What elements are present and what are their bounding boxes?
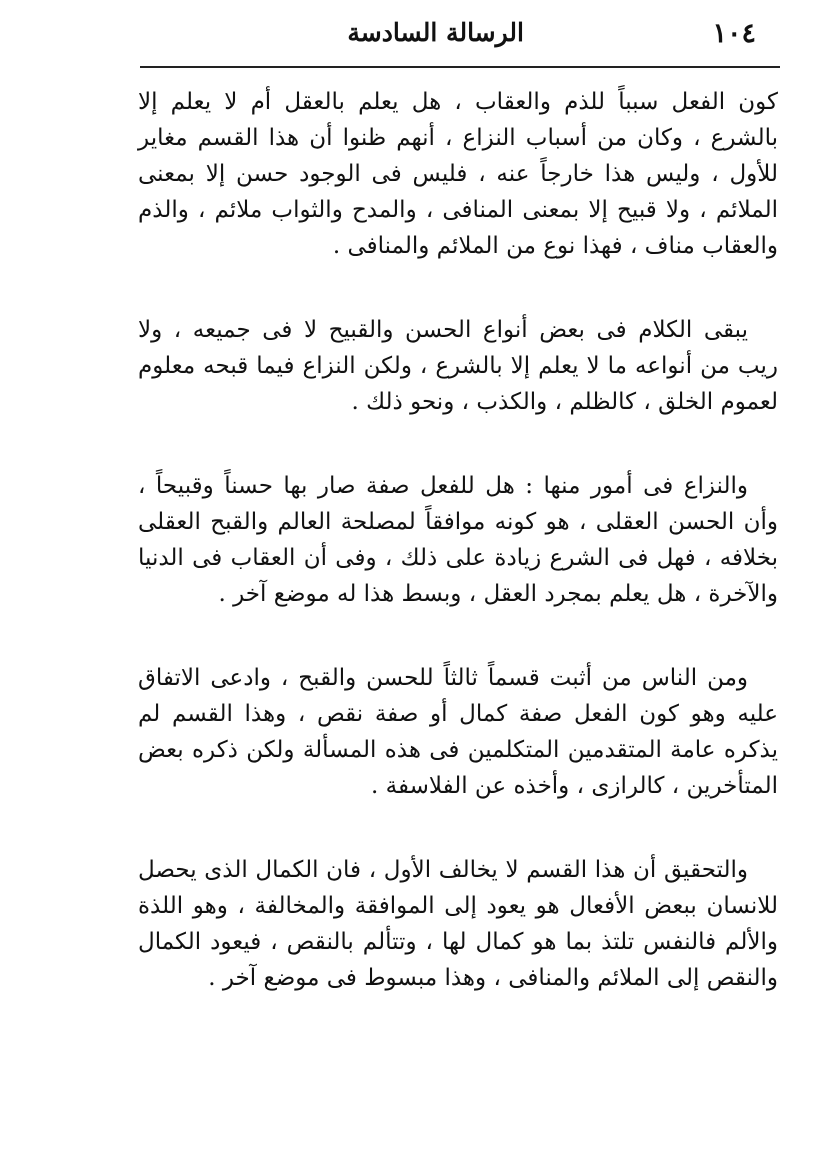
- running-title: الرسالة السادسة: [347, 18, 524, 47]
- paragraph-2: يبقى الكلام فى بعض أنواع الحسن والقبيح لا فى جميعه ، ولا ريب من أنواعه ما لا يعلم إلا بالشرع ، ولكن النزاع فيما قبحه معلوم لعموم الخلق ، كالظلم ، والكذب ، ونحو ذلك .: [138, 317, 778, 415]
- paragraph-5: والتحقيق أن هذا القسم لا يخالف الأول ، فان الكمال الذى يحصل للانسان ببعض الأفعال هو يعود إلى الموافقة والمخالفة ، وهو اللذة والألم فالنفس تلتذ بما هو كمال لها ، وتتألم بالنقص ، فيعود الكمال والنقص إلى الملائم والمنافى ، وهذا مبسوط فى موضع آخر .: [138, 857, 778, 991]
- page-header: [140, 14, 780, 62]
- page-number: ١٠٤: [712, 18, 756, 49]
- paragraph-4: ومن الناس من أثبت قسماً ثالثاً للحسن والقبح ، وادعى الاتفاق عليه وهو كون الفعل صفة كمال أو صفة نقص ، وهذا القسم لم يذكره عامة المتقدمين المتكلمين فى هذه المسألة ولكن ذكره بعض المتأخرين ، كالرازى ، وأخذه عن الفلاسفة .: [138, 665, 778, 799]
- paragraph-1: كون الفعل سبباً للذم والعقاب ، هل يعلم بالعقل أم لا يعلم إلا بالشرع ، وكان من أسباب النزاع ، أنهم ظنوا أن هذا القسم مغاير للأول ، وليس هذا خارجاً عنه ، فليس فى الوجود حسن إلا بمعنى الملائم ، ولا قبيح إلا بمعنى المنافى ، والمدح والثواب ملائم ، والذم والعقاب مناف ، فهذا نوع من الملائم والمنافى .: [138, 89, 778, 259]
- header-rule: [140, 66, 780, 68]
- body-text: [138, 84, 778, 1044]
- paragraph-3: والنزاع فى أمور منها : هل للفعل صفة صار بها حسناً وقبيحاً ، وأن الحسن العقلى ، هو كونه موافقاً لمصلحة العالم والقبح العقلى بخلافه ، فهل فى الشرع زيادة على ذلك ، وفى أن العقاب فى الدنيا والآخرة ، هل يعلم بمجرد العقل ، وبسط هذا له موضع آخر .: [138, 473, 778, 607]
